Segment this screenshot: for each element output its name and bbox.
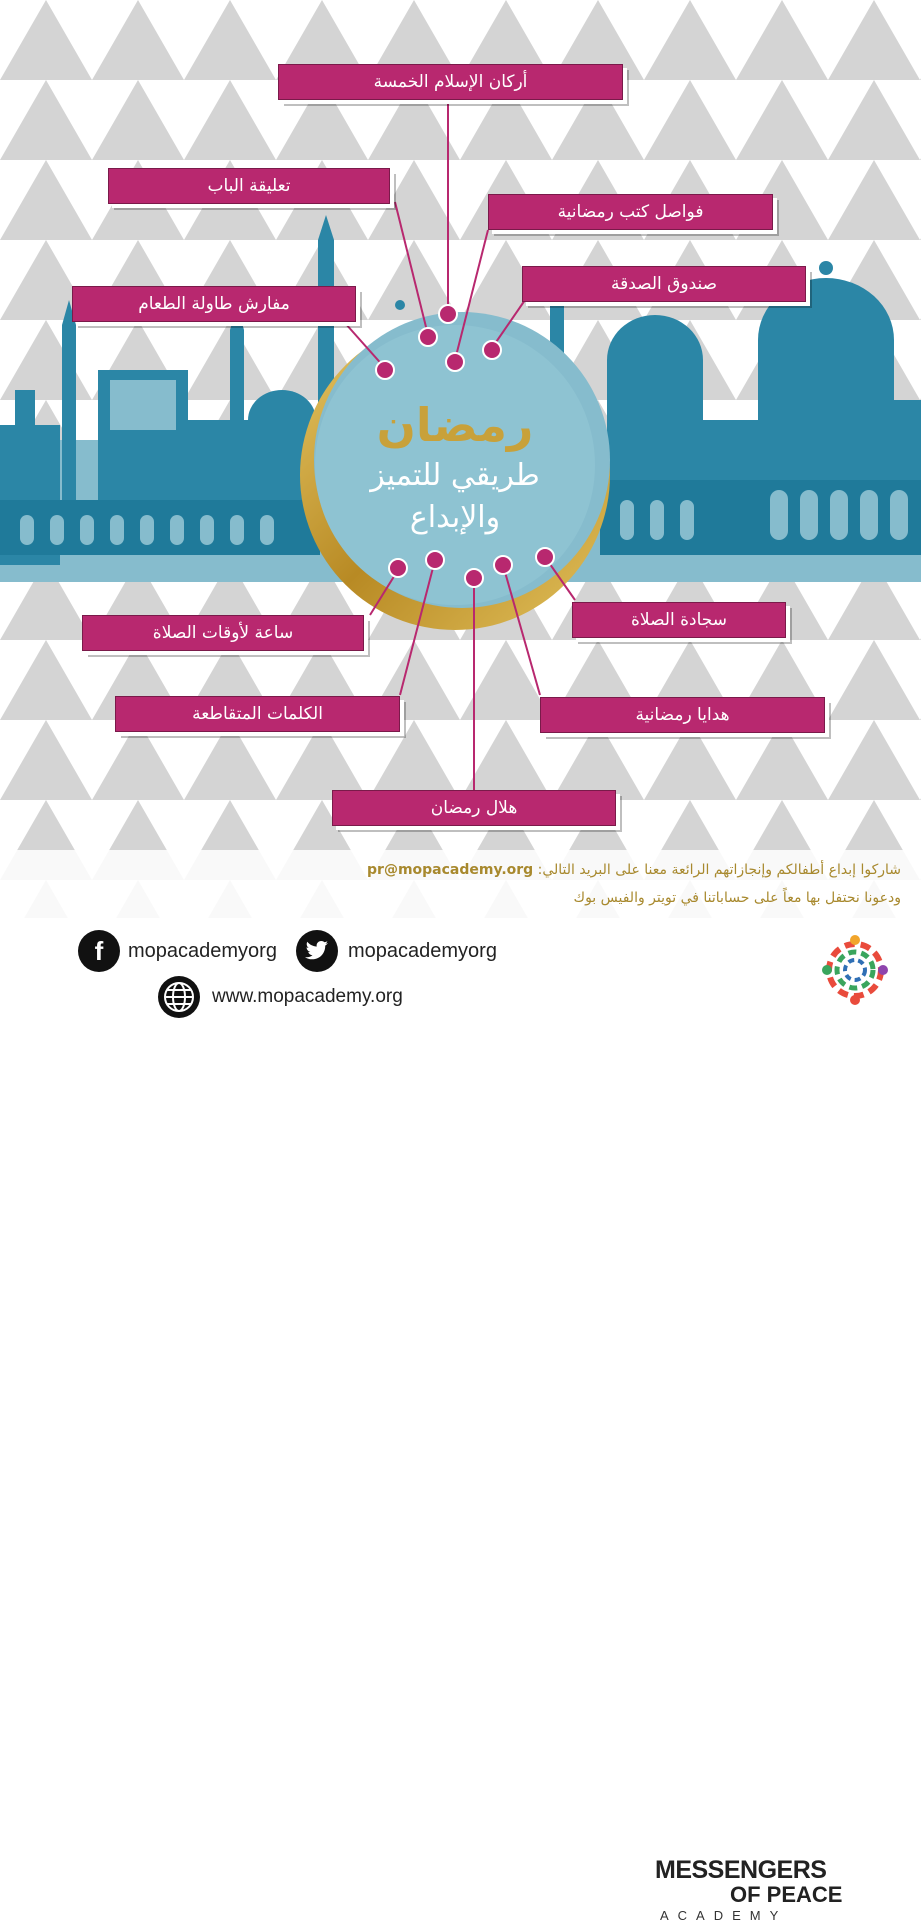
footer [0,918,921,1923]
dot-prayer-clock [389,559,407,577]
title-subtitle-line1: طريقي للتميز [370,458,540,493]
label-crescent: هلال رمضان [332,790,616,826]
info-line-1 [367,862,901,878]
facebook-icon[interactable]: f [78,930,120,972]
email-link[interactable]: pr@mopacademy.org [367,862,534,878]
label-charity-box: صندوق الصدقة [522,266,806,302]
globe-icon[interactable] [158,976,200,1018]
title-ramadan: رمضان [376,398,534,452]
label-table-mats: مفارش طاولة الطعام [72,286,356,322]
info-strip [0,850,921,918]
info-line-2: ودعونا نحتفل بها معاً على حساباتنا في تويتر والفيس بوك [573,890,901,906]
dot-pillars [439,305,457,323]
messengers-of-peace-logo [815,930,895,1010]
label-prayer-clock: ساعة لأوقات الصلاة [82,615,364,651]
brand-line-3: ACADEMY [660,1908,788,1923]
dot-door-hanger [419,328,437,346]
label-gifts: هدايا رمضانية [540,697,825,733]
brand-line-2: OF PEACE [730,1882,843,1907]
label-bookmarks: فواصل كتب رمضانية [488,194,773,230]
label-crossword: الكلمات المتقاطعة [115,696,400,732]
info-line-1-text: شاركوا إبداع أطفالكم وإنجازاتهم الرائعة معنا على البريد التالي: [537,862,901,878]
dot-gifts [494,556,512,574]
dot-prayer-rug [536,548,554,566]
label-five-pillars: أركان الإسلام الخمسة [278,64,623,100]
dot-table-mats [376,361,394,379]
title-subtitle-line2: والإبداع [409,500,501,535]
dot-charity-box [483,341,501,359]
website-link[interactable]: www.mopacademy.org [212,986,403,1007]
twitter-handle[interactable]: mopacademyorg [348,940,497,962]
dot-bookmarks [446,353,464,371]
label-prayer-rug: سجادة الصلاة [572,602,786,638]
twitter-icon[interactable] [296,930,338,972]
label-door-hanger: تعليقة الباب [108,168,390,204]
facebook-handle[interactable]: mopacademyorg [128,940,277,962]
dot-crossword [426,551,444,569]
dot-crescent [465,569,483,587]
brand-line-1: MESSENGERS [655,1856,827,1884]
